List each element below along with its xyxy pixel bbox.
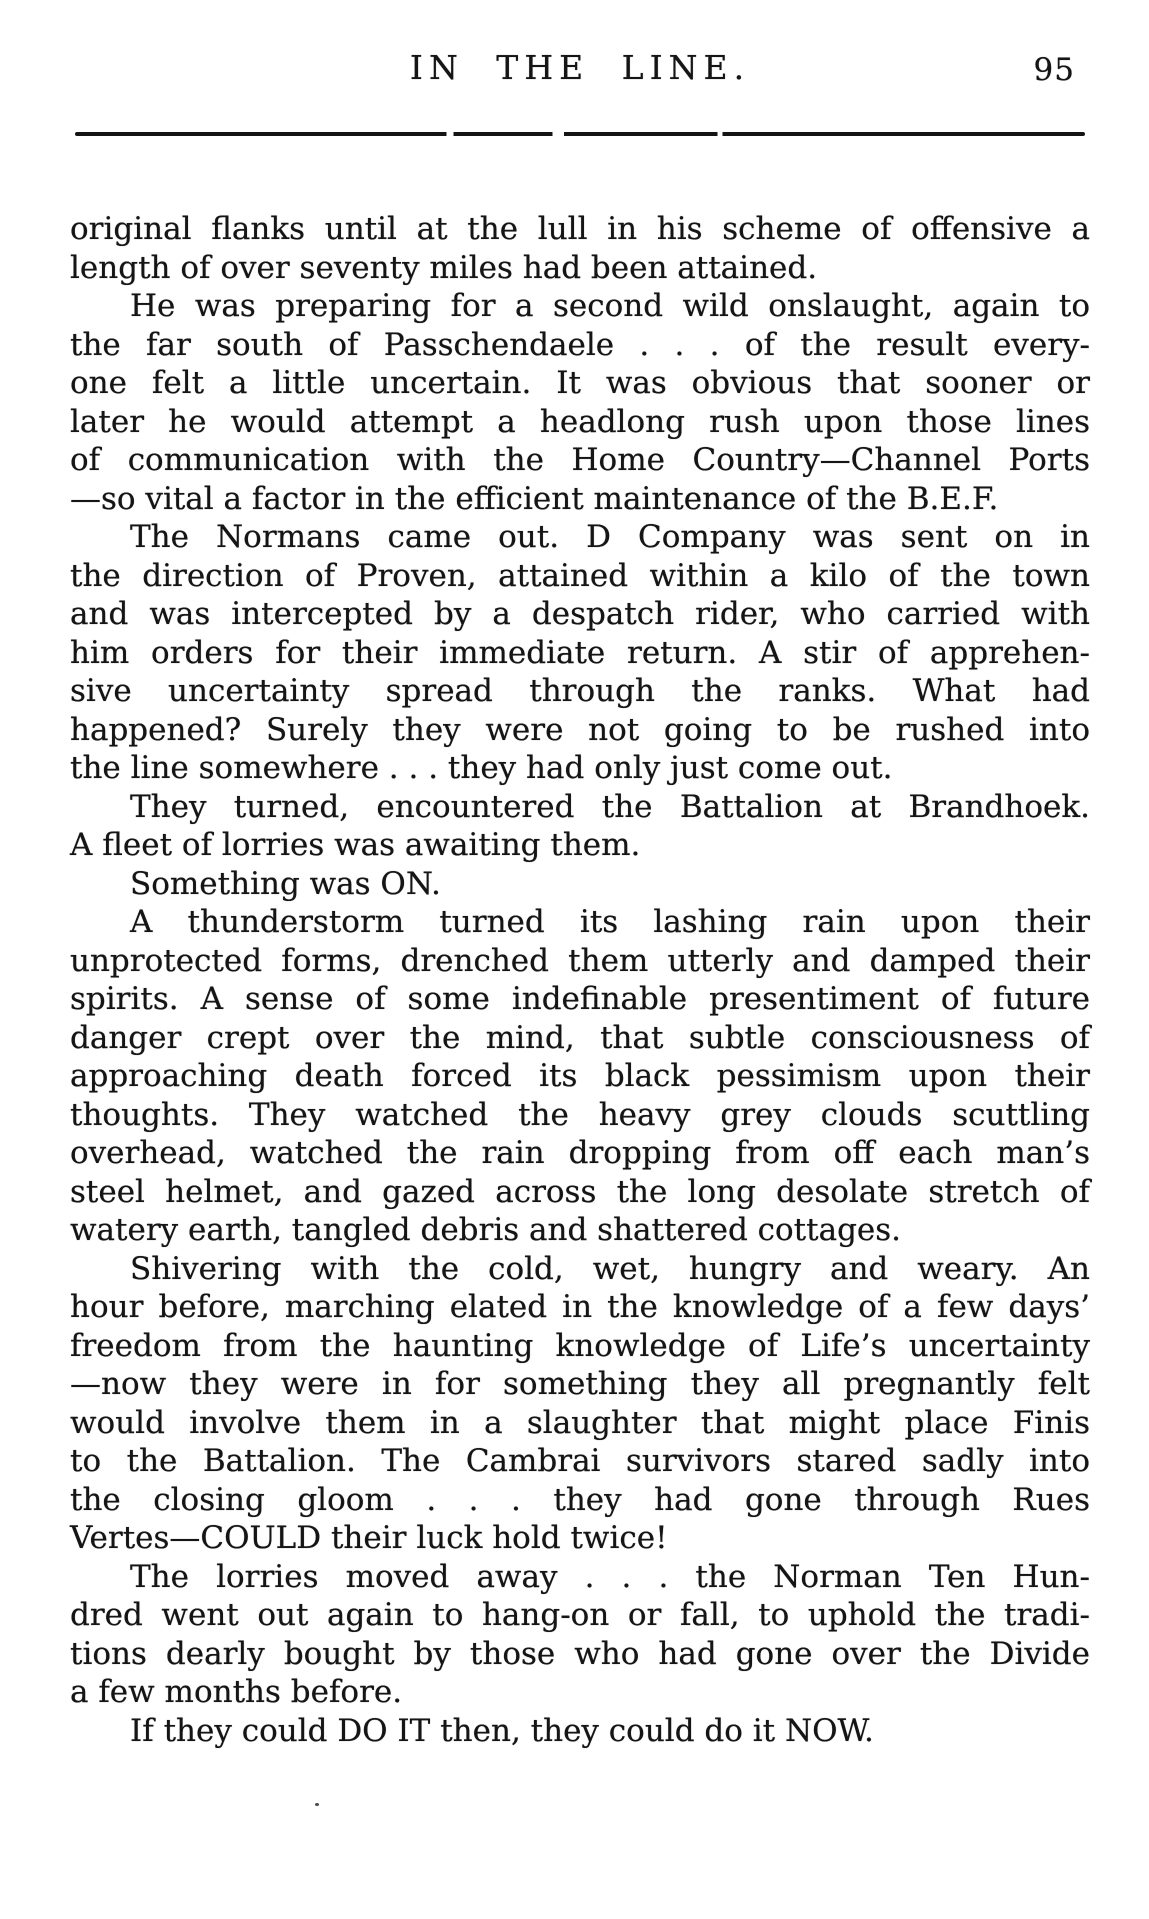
text-line: the line somewhere . . . they had only just come out. [70,750,893,786]
text-line: —now they were in for something they all pregnantly felt [70,1366,1090,1402]
text-line: thoughts. They watched the heavy grey clouds scuttling [70,1096,1090,1133]
text-line: Vertes—COULD their luck hold twice! [70,1520,668,1556]
text-line: The lorries moved away . . . the Norman Ten Hun- [130,1558,1090,1595]
text-line: If they could DO IT then, they could do it NOW. [130,1712,874,1749]
text-line: one felt a little uncertain. It was obvious that sooner or [70,365,1090,401]
paragraph-6 [70,903,1090,1250]
text-line: The Normans came out. D Company was sent on in [130,519,1090,555]
text-line: the far south of Passchendaele . . . of the result every- [70,326,1090,363]
paragraph-9 [70,1712,1090,1751]
paragraph-7 [70,1250,1090,1558]
text-line: unprotected forms, drenched them utterly and damped their [70,942,1090,979]
text-line: happened? Surely they were not going to be rushed into [70,711,1090,748]
text-line: danger crept over the mind, that subtle consciousness of [70,1019,1090,1056]
text-line: —so vital a factor in the efficient maintenance of the B.E.F. [70,480,999,517]
text-line: the closing gloom . . . they had gone through Rues [70,1481,1090,1518]
header-rule [75,132,1085,136]
text-line: approaching death forced its black pessimism upon their [70,1058,1090,1094]
text-line: of communication with the Home Country—Channel Ports [70,442,1090,478]
text-line: length of over seventy miles had been attained. [70,249,818,286]
paragraph-4 [70,788,1090,865]
page-number: 95 [1033,52,1075,88]
paragraph-8 [70,1558,1090,1712]
text-line: watery earth, tangled debris and shattered cottages. [70,1212,902,1248]
text-line: to the Battalion. The Cambrai survivors stared sadly into [70,1443,1090,1479]
text-line: hour before, marching elated in the knowledge of a few days’ [70,1289,1090,1325]
text-line: later he would attempt a headlong rush upon those lines [70,403,1090,440]
paragraph-3 [70,518,1090,788]
text-line: freedom from the haunting knowledge of Life’s uncertainty [70,1327,1090,1364]
paragraph-5 [70,865,1090,904]
paragraph-1 [70,210,1090,287]
text-line: spirits. A sense of some indefinable presentiment of future [70,981,1090,1017]
text-line: They turned, encountered the Battalion at Brandhoek. [130,788,1090,825]
text-line: Shivering with the cold, wet, hungry and weary. An [130,1250,1090,1287]
text-line: him orders for their immediate return. A stir of apprehen- [70,634,1090,671]
text-line: overhead, watched the rain dropping from off each man’s [70,1135,1090,1171]
text-line: sive uncertainty spread through the ranks. What had [70,673,1090,709]
paragraph-2 [70,287,1090,518]
text-line: would involve them in a slaughter that might place Finis [70,1404,1090,1441]
text-line: and was intercepted by a despatch rider, who carried with [70,596,1090,632]
text-line: tions dearly bought by those who had gone over the Divide [70,1635,1090,1672]
text-line: the direction of Proven, attained within a kilo of the town [70,557,1090,594]
text-line: Something was ON. [130,865,441,902]
text-line: steel helmet, and gazed across the long desolate stretch of [70,1173,1090,1210]
page-title: IN THE LINE. [409,48,751,87]
page-body [70,210,1090,1750]
text-line: A thunderstorm turned its lashing rain upon their [130,904,1090,940]
text-line: a few months before. [70,1674,403,1710]
ink-speck [315,1803,319,1806]
text-line: original flanks until at the lull in his scheme of offensive a [70,211,1090,247]
text-line: dred went out again to hang-on or fall, to uphold the tradi- [70,1597,1090,1633]
text-line: A fleet of lorries was awaiting them. [70,827,641,863]
text-line: He was preparing for a second wild onslaught, again to [130,288,1090,324]
